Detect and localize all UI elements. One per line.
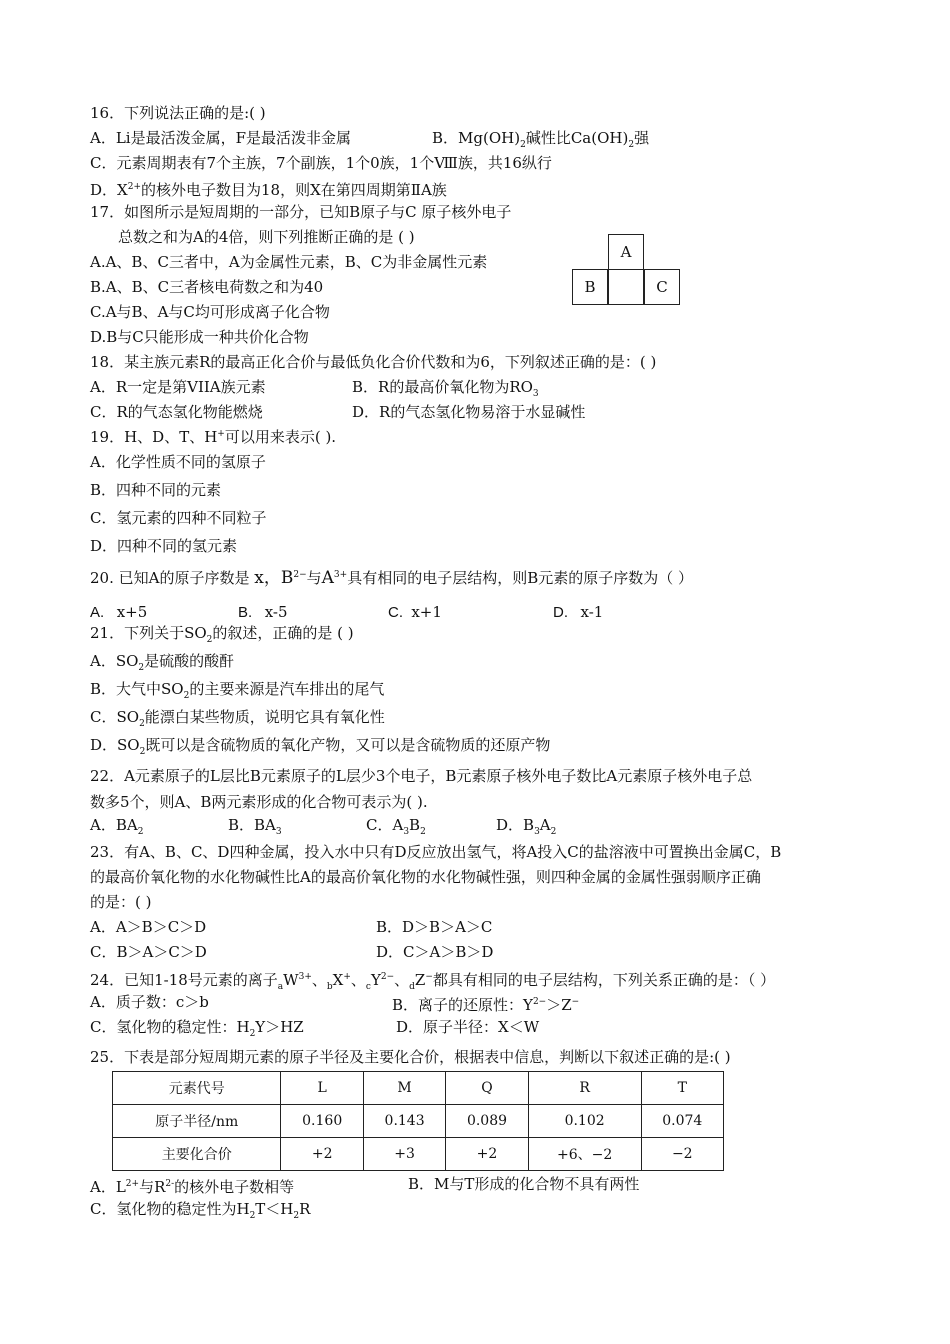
cell-a: A [608,234,644,270]
q19-option-d: D．四种不同的氢元素 [90,537,238,555]
table-row [113,1072,724,1105]
q25-option-a: A．$L^{2+}$与$R^{2-}$的核外电子数相等 [90,1178,295,1196]
q18-option-c: C．R的气态氢化物能燃烧 [90,403,263,421]
table-cell: T [641,1072,723,1105]
q21-option-d: D．$SO_2$既可以是含硫物质的氧化产物，又可以是含硫物质的还原产物 [90,736,551,757]
table-cell: +3 [363,1138,445,1171]
q17-stem-line2: 总数之和为A的4倍，则下列推断正确的是 ( ) [118,228,415,246]
q20-option-d: D. x-1 [553,603,604,621]
table-cell: +2 [446,1138,528,1171]
q23-option-d: D．C＞A＞B＞D [376,943,494,961]
q23-stem-line1: 23．有A、B、C、D四种金属，投入水中只有D反应放出氢气，将A投入C的盐溶液中可置换出金属C，B [90,843,782,861]
q24-stem: 24．已知1-18号元素的离子$_aW^{3+}$、$_b$X+、$_cY^{2-}$、$_d$Z−都具有相同的电子层结构，下列关系正确的是：（ ） [90,971,776,992]
q19-stem: 19．H、D、T、H+可以用来表示( ). [90,428,337,446]
cell-c: C [644,269,680,305]
q16-option-b: B．$Mg(OH)_2$碱性比$Ca(OH)_2$强 [432,129,650,150]
table-cell: 0.074 [641,1105,723,1138]
q21-stem: 21．下列关于$SO_2$的叙述，正确的是 ( ) [90,624,354,645]
periodic-fragment-figure [572,234,682,308]
q17-option-b: B.A、B、C三者核电荷数之和为40 [90,278,324,296]
table-cell: 0.089 [446,1105,528,1138]
q22-stem-line1: 22．A元素原子的L层比B元素原子的L层少3个电子，B元素原子核外电子数比A元素原子核外电子总 [90,767,753,785]
q23-stem-line3: 的是：( ) [90,893,152,911]
table-cell: R [528,1072,641,1105]
q16-option-c: C．元素周期表有7个主族，7个副族，1个0族，1个Ⅷ族，共16纵行 [90,154,552,172]
q24-option-d: D．原子半径：X＜W [396,1018,540,1036]
q18-option-d: D．R的气态氢化物易溶于水显碱性 [352,403,586,421]
q22-option-a: A．$BA_2$ [90,816,144,837]
table-cell: 主要化合价 [113,1138,281,1171]
table-cell: L [281,1072,363,1105]
table-cell: 0.102 [528,1105,641,1138]
q24-option-a: A．质子数：c＞b [90,993,209,1011]
q22-option-b: B．$BA_3$ [228,816,282,837]
q18-option-a: A．R一定是第VIIA族元素 [90,378,266,396]
q16-option-a: A．Li是最活泼金属，F是最活泼非金属 [90,129,352,147]
q24-option-c: C．氢化物的稳定性：$H_2Y>HZ$ [90,1018,304,1039]
table-cell: +6、−2 [528,1138,641,1171]
q22-option-c: C．$A_3B_2$ [366,816,426,837]
q16-stem: 16．下列说法正确的是:( ) [90,104,266,122]
table-cell: 0.160 [281,1105,363,1138]
q21-option-c: C．$SO_2$能漂白某些物质，说明它具有氧化性 [90,708,385,729]
q23-option-b: B．D＞B＞A＞C [376,918,493,936]
table-cell: 原子半径/nm [113,1105,281,1138]
q17-option-c: C.A与B、A与C均可形成离子化合物 [90,303,330,321]
q24-option-b: B．离子的还原性：$Y^{2-}>Z^-$ [392,996,580,1014]
table-cell: M [363,1072,445,1105]
q20-stem: 20. 已知A的原子序数是 x，$B^{2-}$与$A^{3+}$具有相同的电子层结构，则B元素的原子序数为（ ） [90,568,693,588]
q25-stem: 25．下表是部分短周期元素的原子半径及主要化合价，根据表中信息，判断以下叙述正确的是:( ) [90,1048,731,1066]
q17-option-a: A.A、B、C三者中，A为金属性元素，B、C为非金属性元素 [90,253,488,271]
q21-option-b: B．大气中$SO_2$的主要来源是汽车排出的尾气 [90,680,385,701]
q23-stem-line2: 的最高价氧化物的水化物碱性比A的最高价氧化物的水化物碱性强，则四种金属的金属性强弱顺序正确 [90,868,761,886]
cell-empty [608,269,644,305]
table-cell: 0.143 [363,1105,445,1138]
table-row [113,1138,724,1171]
q18-stem: 18．某主族元素R的最高正化合价与最低负化合价代数和为6，下列叙述正确的是：( ) [90,353,657,371]
q23-option-a: A．A＞B＞C＞D [90,918,207,936]
table-cell: −2 [641,1138,723,1171]
table-cell: +2 [281,1138,363,1171]
q18-option-b: B．R的最高价氧化物为$RO_3$ [352,378,539,399]
q19-option-a: A．化学性质不同的氢原子 [90,453,266,471]
q17-option-d: D.B与C只能形成一种共价化合物 [90,328,309,346]
table-cell: 元素代号 [113,1072,281,1105]
table-cell: Q [446,1072,528,1105]
table-row [113,1105,724,1138]
q22-stem-line2: 数多5个，则A、B两元素形成的化合物可表示为( ). [90,793,428,811]
q20-option-b: B. x-5 [238,603,288,621]
cell-b: B [572,269,608,305]
q19-option-b: B．四种不同的元素 [90,481,222,499]
q21-option-a: A．$SO_2$是硫酸的酸酐 [90,652,235,673]
q22-option-d: D．$B_3A_2$ [496,816,557,837]
q25-option-c: C．氢化物的稳定性为$H_2T<H_2R$ [90,1200,311,1221]
q19-option-c: C．氢元素的四种不同粒子 [90,509,267,527]
q17-stem-line1: 17．如图所示是短周期的一部分，已知B原子与C 原子核外电子 [90,203,512,221]
q23-option-c: C．B＞A＞C＞D [90,943,207,961]
q25-data-table [112,1071,724,1171]
q25-option-b: B．M与T形成的化合物不具有两性 [408,1175,640,1193]
q16-option-d: D．$X^{2+}$的核外电子数目为18，则X在第四周期第ⅡA族 [90,181,447,199]
q20-option-c: C. x+1 [388,603,442,621]
q20-option-a: A. x+5 [90,603,148,621]
